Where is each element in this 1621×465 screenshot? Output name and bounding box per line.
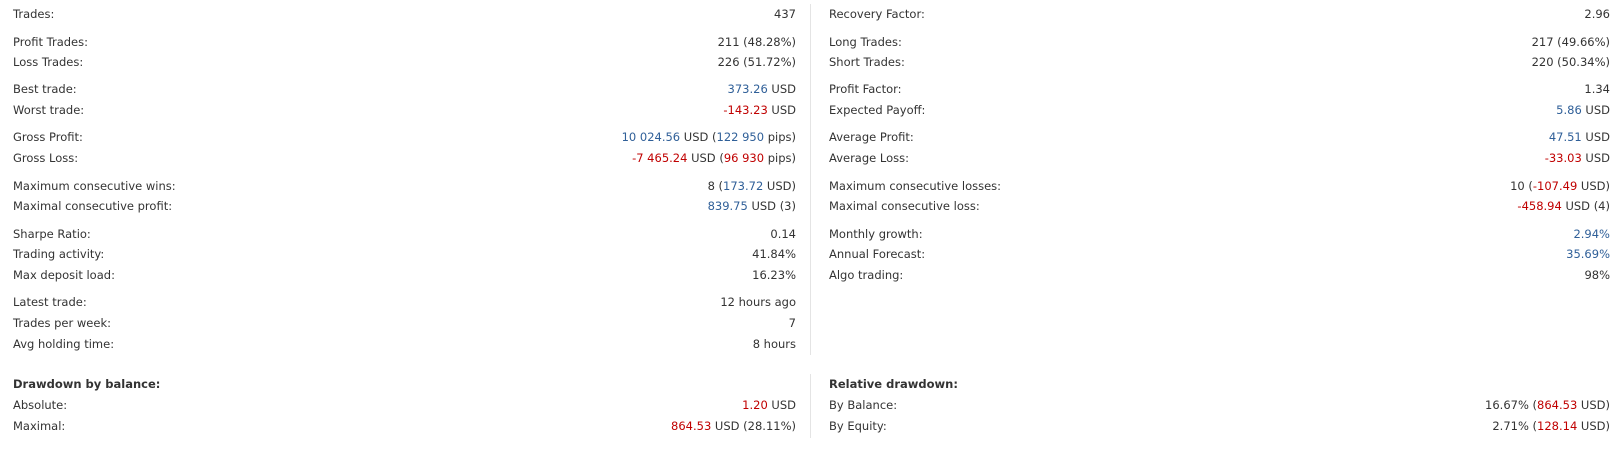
stat-max-consecutive-losses — [829, 177, 1610, 195]
stat-value — [728, 80, 796, 98]
stat-absolute-drawdown — [13, 396, 796, 414]
stat-amount: -7 465.24 — [632, 151, 688, 165]
stat-recovery-factor — [829, 5, 1610, 23]
stat-value — [1492, 417, 1610, 435]
stat-value: 226 (51.72%) — [717, 55, 796, 69]
stat-label: Gross Loss: — [13, 151, 79, 165]
stat-label: Maximal consecutive profit: — [13, 199, 173, 213]
stat-label: Algo trading: — [829, 268, 904, 282]
stat-value — [708, 197, 796, 215]
stat-label: Trades per week: — [13, 316, 111, 330]
stat-expected-payoff — [829, 101, 1610, 119]
stat-label: Loss Trades: — [13, 55, 84, 69]
stat-value: 220 (50.34%) — [1531, 55, 1610, 69]
stat-value: 41.84% — [752, 247, 796, 261]
stat-unit: USD ( — [687, 151, 724, 165]
stat-trades-per-week — [13, 314, 796, 332]
stat-amount: 864.53 — [1537, 398, 1578, 412]
stat-algo-trading — [829, 266, 1610, 284]
stat-label: Annual Forecast: — [829, 247, 926, 261]
stat-prefix: 16.67% ( — [1485, 398, 1538, 412]
stat-loss-trades — [13, 53, 796, 71]
stat-value — [1545, 149, 1610, 167]
stat-avg-holding-time — [13, 335, 796, 353]
stat-unit: USD — [1581, 130, 1610, 144]
stat-amount: 128.14 — [1537, 419, 1578, 433]
stat-label: Latest trade: — [13, 295, 87, 309]
stat-short-trades — [829, 53, 1610, 71]
stat-tail: USD) — [1577, 179, 1610, 193]
section-heading: Relative drawdown: — [829, 377, 958, 391]
stat-value — [1549, 128, 1610, 146]
stat-drawdown-by-balance — [829, 396, 1610, 414]
column-divider — [810, 374, 811, 438]
stat-amount: 1.20 — [742, 398, 768, 412]
stat-label: Short Trades: — [829, 55, 905, 69]
stat-amount: 5.86 — [1556, 103, 1582, 117]
stat-value — [1510, 177, 1610, 195]
section-heading: Drawdown by balance: — [13, 377, 161, 391]
stat-long-trades — [829, 33, 1610, 51]
stat-tail: pips) — [764, 130, 796, 144]
stat-amount: 373.26 — [727, 82, 768, 96]
stat-amount: 839.75 — [707, 199, 748, 213]
stat-amount: -107.49 — [1532, 179, 1578, 193]
stat-value: 98% — [1584, 268, 1610, 282]
stat-value — [1517, 197, 1610, 215]
stat-max-consecutive-wins — [13, 177, 796, 195]
stat-unit: USD — [767, 398, 796, 412]
stat-best-trade — [13, 80, 796, 98]
stat-pips: 96 930 — [723, 151, 765, 165]
stat-gross-profit — [13, 128, 796, 146]
stat-prefix: 8 ( — [707, 179, 724, 193]
stat-tail: USD (28.11%) — [711, 419, 796, 433]
stat-average-loss — [829, 149, 1610, 167]
stat-value: 2.96 — [1584, 7, 1610, 21]
stat-label: Maximal: — [13, 419, 66, 433]
stat-sharpe-ratio — [13, 225, 796, 243]
stat-profit-trades — [13, 33, 796, 51]
stat-label: Average Profit: — [829, 130, 914, 144]
stat-maximal-consecutive-profit — [13, 197, 796, 215]
stat-value — [742, 396, 796, 414]
stat-pips: 122 950 — [716, 130, 765, 144]
stat-label: Worst trade: — [13, 103, 85, 117]
stat-value: 217 (49.66%) — [1531, 35, 1610, 49]
stat-maximal-drawdown — [13, 417, 796, 435]
stat-value — [1485, 396, 1610, 414]
stat-amount: 10 024.56 — [621, 130, 681, 144]
stat-label: Avg holding time: — [13, 337, 115, 351]
stat-amount: 47.51 — [1548, 130, 1582, 144]
column-divider — [810, 4, 811, 355]
stat-max-deposit-load — [13, 266, 796, 284]
stat-value — [632, 149, 796, 167]
stat-label: Expected Payoff: — [829, 103, 926, 117]
stat-amount: 173.72 — [723, 179, 764, 193]
stat-unit: USD — [767, 103, 796, 117]
stat-label: Sharpe Ratio: — [13, 227, 91, 241]
stat-value: 211 (48.28%) — [717, 35, 796, 49]
stat-label: Trading activity: — [13, 247, 105, 261]
stat-value: 7 — [788, 316, 796, 330]
stat-amount: -458.94 — [1517, 199, 1562, 213]
stat-label: Profit Factor: — [829, 82, 902, 96]
stat-latest-trade — [13, 293, 796, 311]
stat-tail: USD) — [763, 179, 796, 193]
stat-value: 1.34 — [1584, 82, 1610, 96]
stat-unit: USD ( — [680, 130, 717, 144]
stat-value: 35.69% — [1566, 247, 1610, 261]
stat-tail: pips) — [764, 151, 796, 165]
stat-label: Long Trades: — [829, 35, 902, 49]
stat-value: 8 hours — [752, 337, 796, 351]
stat-value — [708, 177, 796, 195]
stat-tail: USD) — [1577, 419, 1610, 433]
drawdown-by-balance-header — [13, 375, 796, 393]
stat-prefix: 2.71% ( — [1492, 419, 1538, 433]
stat-tail: USD) — [1577, 398, 1610, 412]
stat-value: 16.23% — [752, 268, 796, 282]
stat-amount: -33.03 — [1544, 151, 1582, 165]
stat-drawdown-by-equity — [829, 417, 1610, 435]
relative-drawdown-header — [829, 375, 1610, 393]
stat-label: By Equity: — [829, 419, 887, 433]
stat-value: 12 hours ago — [720, 295, 796, 309]
stat-amount: -143.23 — [723, 103, 768, 117]
stat-value: 0.14 — [770, 227, 796, 241]
stat-tail: USD (3) — [747, 199, 796, 213]
stat-label: Monthly growth: — [829, 227, 923, 241]
stat-value: 437 — [774, 7, 796, 21]
stat-label: Best trade: — [13, 82, 77, 96]
stat-monthly-growth — [829, 225, 1610, 243]
stat-value — [1556, 101, 1610, 119]
stat-trading-activity — [13, 245, 796, 263]
stat-label: Profit Trades: — [13, 35, 89, 49]
stat-trades — [13, 5, 796, 23]
stat-label: Absolute: — [13, 398, 68, 412]
stat-unit: USD — [1581, 103, 1610, 117]
stat-worst-trade — [13, 101, 796, 119]
stat-value: 2.94% — [1573, 227, 1610, 241]
stat-maximal-consecutive-loss — [829, 197, 1610, 215]
stat-label: Maximum consecutive wins: — [13, 179, 176, 193]
stat-average-profit — [829, 128, 1610, 146]
stat-amount: 864.53 — [671, 419, 712, 433]
stat-label: By Balance: — [829, 398, 898, 412]
stat-label: Trades: — [13, 7, 55, 21]
stat-annual-forecast — [829, 245, 1610, 263]
stat-tail: USD (4) — [1561, 199, 1610, 213]
stat-unit: USD — [1581, 151, 1610, 165]
stat-value — [671, 417, 796, 435]
stat-label: Gross Profit: — [13, 130, 83, 144]
stat-gross-loss — [13, 149, 796, 167]
stat-profit-factor — [829, 80, 1610, 98]
stat-prefix: 10 ( — [1510, 179, 1533, 193]
stat-value — [622, 128, 796, 146]
stat-value — [723, 101, 796, 119]
stat-unit: USD — [767, 82, 796, 96]
stat-label: Max deposit load: — [13, 268, 115, 282]
stat-label: Maximum consecutive losses: — [829, 179, 1002, 193]
stat-label: Maximal consecutive loss: — [829, 199, 980, 213]
stat-label: Recovery Factor: — [829, 7, 925, 21]
stat-label: Average Loss: — [829, 151, 909, 165]
